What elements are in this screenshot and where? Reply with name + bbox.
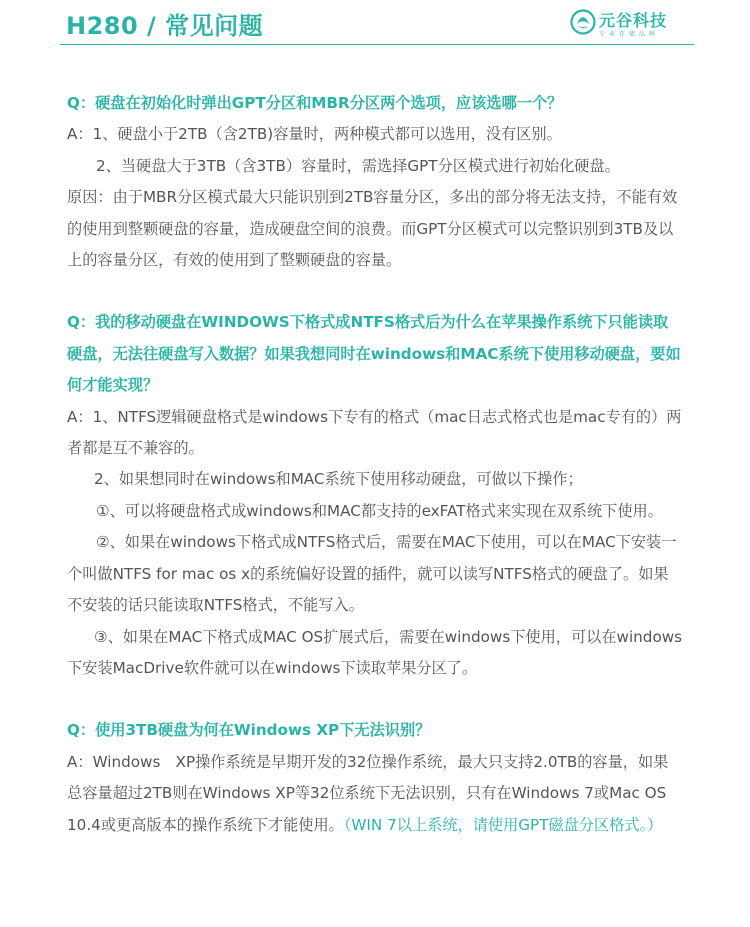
faq2-question: Q：我的移动硬盘在WINDOWS下格式成NTFS格式后为什么在苹果操作系统下只能读取硬盘，无法往硬盘写入数据？如果我想同时在windows和MAC系统下使用移动硬盘，要如何才能实现？ xyxy=(67,313,681,395)
logo-mark-icon xyxy=(570,9,596,35)
faq3-answer-text: A：Windows XP操作系统是早期开发的32位操作系统，最大只支持2.0TB的容量，如果总容量超过2TB则在Windows XP等32位系统下无法识别，只有在Windows 7或Mac OS 10.4或更高版本的操作系统下才能使用。 xyxy=(67,752,669,834)
section-spacer xyxy=(67,276,683,307)
faq1-answer-1: A：1、硬盘小于2TB（含2TB)容量时，两种模式都可以选用，没有区别。 xyxy=(67,125,562,144)
faq-content xyxy=(67,88,683,841)
faq2-answer-1: A：1、NTFS逻辑硬盘格式是windows下专有的格式（mac日志式格式也是mac专有的）两者都是互不兼容的。 xyxy=(67,407,682,458)
faq1-question: Q：硬盘在初始化时弹出GPT分区和MBR分区两个选项，应该选哪一个？ xyxy=(67,94,563,112)
faq2-option-3: ③、如果在MAC下格式成MAC OS扩展式后，需要在windows下使用，可以在windows下安装MacDrive软件就可以在windows下读取苹果分区了。 xyxy=(67,627,683,677)
faq2-answer-2: 2、如果想同时在windows和MAC系统下使用移动硬盘，可做以下操作； xyxy=(94,470,583,489)
faq3-note: （WIN 7以上系统，请使用GPT磁盘分区格式。） xyxy=(343,815,663,834)
page-title: H280 / 常见问题 xyxy=(66,12,264,40)
faq2-option-1: ①、可以将硬盘格式成windows和MAC都支持的exFAT格式来实现在双系统下使用。 xyxy=(96,501,663,520)
faq3-question: Q：使用3TB硬盘为何在Windows XP下无法识别？ xyxy=(67,721,431,740)
faq2-option-2: ②、如果在windows下格式成NTFS格式后，需要在MAC下使用，可以在MAC下安装一个叫做NTFS for mac os x的系统偏好设置的插件，就可以读写NTFS格式的硬盘了。如果不安装的话只能读取NTFS格式，不能写入。 xyxy=(67,533,677,615)
brand-logo xyxy=(570,8,694,40)
logo-name: 元谷科技 xyxy=(599,11,668,30)
section-spacer xyxy=(67,684,683,715)
logo-tagline: 专业存储品牌 xyxy=(599,31,660,38)
header-divider xyxy=(60,44,694,45)
faq3-answer xyxy=(67,747,683,841)
faq1-reason: 原因：由于MBR分区模式最大只能识别到2TB容量分区，多出的部分将无法支持，不能有效的使用到整颗硬盘的容量，造成硬盘空间的浪费。而GPT分区模式可以完整识别到3TB及以上的容量分区，有效的使用到了整颗硬盘的容量。 xyxy=(67,188,678,270)
faq1-answer-2: 2、当硬盘大于3TB（含3TB）容量时，需选择GPT分区模式进行初始化硬盘。 xyxy=(96,156,620,175)
page-header xyxy=(0,0,750,52)
